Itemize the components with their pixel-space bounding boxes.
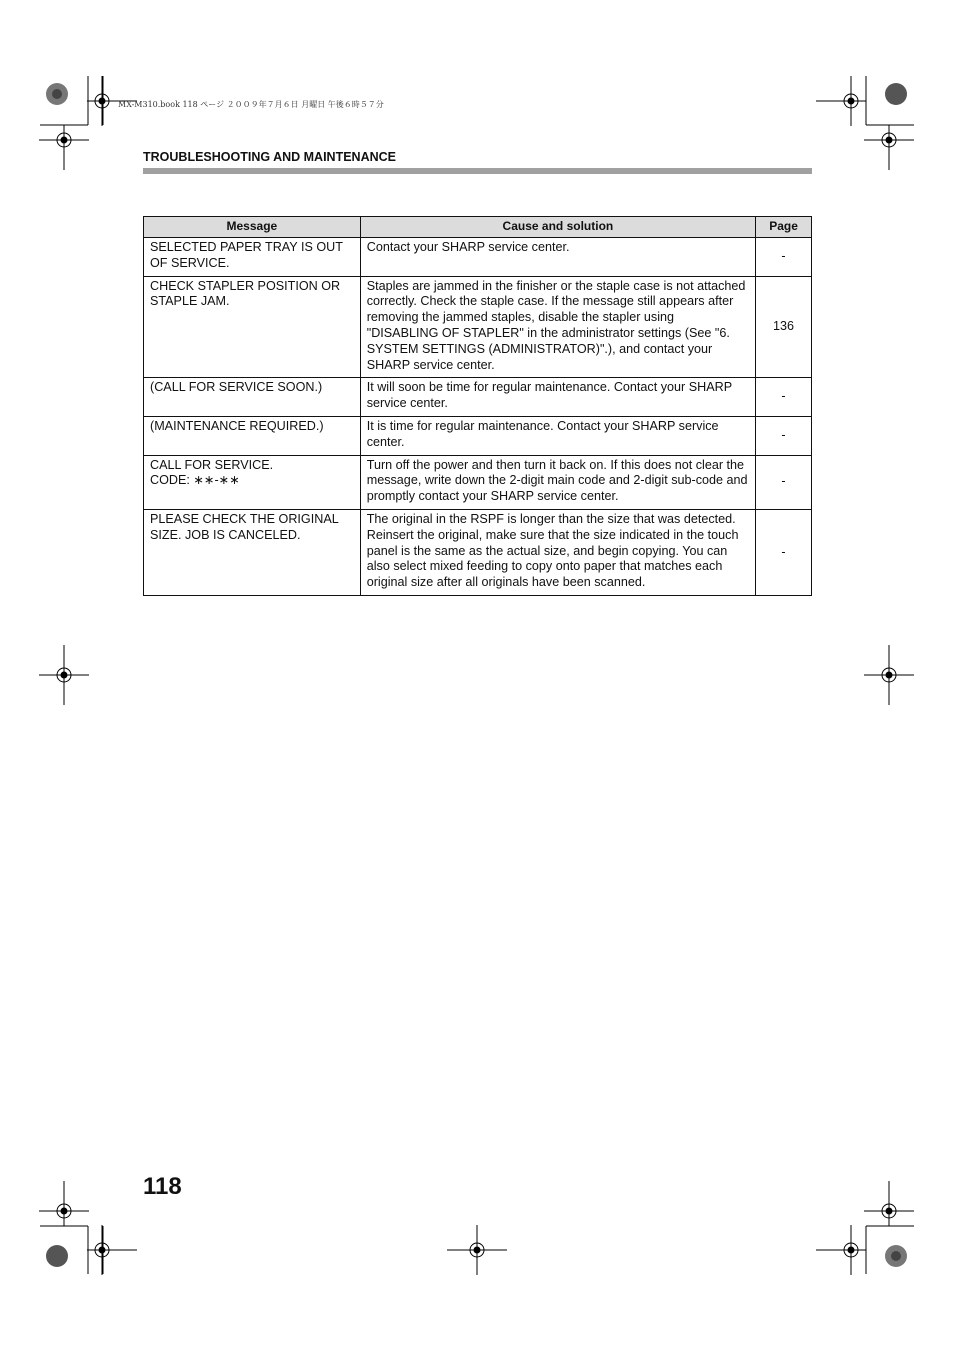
page-cell: -	[756, 416, 812, 455]
table-row	[144, 509, 812, 595]
section-rule	[143, 168, 812, 174]
message-cell: (MAINTENANCE REQUIRED.)	[144, 416, 361, 455]
cause-cell: It is time for regular maintenance. Contact your SHARP service center.	[360, 416, 755, 455]
page-cell: -	[756, 238, 812, 277]
page-cell: -	[756, 509, 812, 595]
table-header	[144, 217, 812, 238]
page-cell: 136	[756, 276, 812, 378]
page-cell: -	[756, 378, 812, 417]
message-cell: SELECTED PAPER TRAY IS OUT OF SERVICE.	[144, 238, 361, 277]
header-cause: Cause and solution	[360, 217, 755, 238]
message-cell: CHECK STAPLER POSITION OR STAPLE JAM.	[144, 276, 361, 378]
table-row	[144, 238, 812, 277]
message-cell: (CALL FOR SERVICE SOON.)	[144, 378, 361, 417]
table-row	[144, 416, 812, 455]
print-info: MX-M310.book 118 ページ ２００９年７月６日 月曜日 午後６時５７分	[118, 100, 384, 109]
message-cell: PLEASE CHECK THE ORIGINAL SIZE. JOB IS CANCELED.	[144, 509, 361, 595]
table-row	[144, 276, 812, 378]
cause-cell: Turn off the power and then turn it back on. If this does not clear the message, write down the 2-digit main code and 2-digit sub-code and promptly contact your SHARP service center.	[360, 455, 755, 509]
message-table	[143, 216, 812, 596]
page-number: 118	[143, 1173, 182, 1200]
table-row	[144, 455, 812, 509]
header-page: Page	[756, 217, 812, 238]
cause-cell: Staples are jammed in the finisher or the staple case is not attached correctly. Check the staple case. If the message still appears after removing the jammed staples, disable the stapler using "DISABLING OF STAPLER" in the administrator settings (See "6. SYSTEM SETTINGS (ADMINISTRATOR)".), and contact your SHARP service center.	[360, 276, 755, 378]
message-line: CALL FOR SERVICE.	[150, 457, 274, 472]
message-cell	[144, 455, 361, 509]
table-row	[144, 378, 812, 417]
header-message: Message	[144, 217, 361, 238]
cause-cell: It will soon be time for regular maintenance. Contact your SHARP service center.	[360, 378, 755, 417]
cause-cell: The original in the RSPF is longer than the size that was detected. Reinsert the original, make sure that the size indicated in the touch panel is the same as the actual size, and begin copying. You can also select mixed feeding to copy onto paper that matches each original size after all originals have been scanned.	[360, 509, 755, 595]
cause-cell: Contact your SHARP service center.	[360, 238, 755, 277]
page-cell: -	[756, 455, 812, 509]
section-title: TROUBLESHOOTING AND MAINTENANCE	[143, 150, 397, 164]
message-line: CODE: ∗∗-∗∗	[150, 473, 240, 488]
